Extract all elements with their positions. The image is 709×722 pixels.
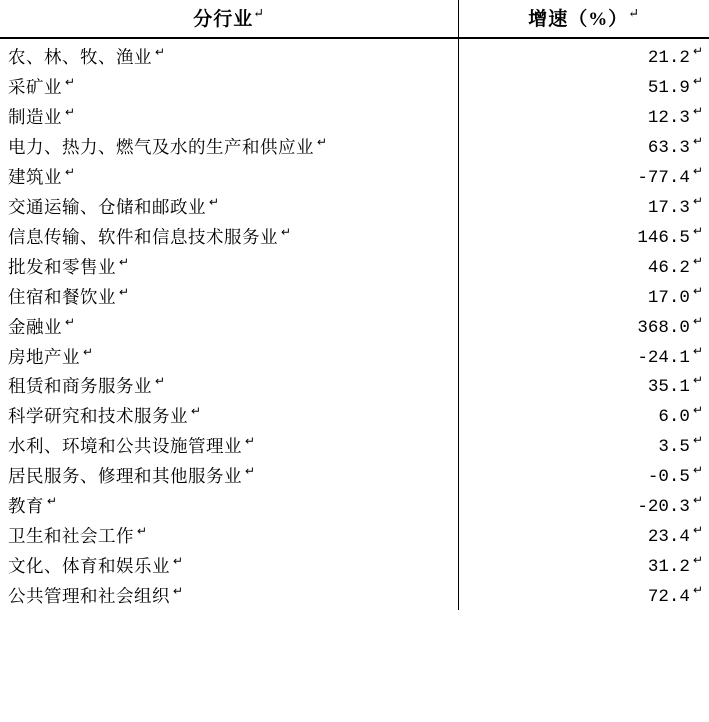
table-row	[0, 251, 709, 281]
paragraph-mark-icon: ↵	[83, 344, 94, 359]
industry-label: 金融业	[8, 317, 62, 338]
cell-industry	[0, 370, 458, 400]
paragraph-mark-icon: ↵	[245, 434, 256, 449]
cell-industry	[0, 550, 458, 580]
paragraph-mark-icon: ↵	[692, 223, 703, 238]
rate-value: -24.1	[637, 347, 690, 368]
paragraph-mark-icon: ↵	[692, 433, 703, 448]
column-header-rate	[458, 0, 709, 38]
table-row	[0, 370, 709, 400]
industry-label: 教育	[8, 497, 44, 518]
table-row	[0, 311, 709, 341]
table-row	[0, 580, 709, 610]
cell-industry	[0, 161, 458, 191]
table-row	[0, 550, 709, 580]
paragraph-mark-icon: ↵	[692, 44, 703, 58]
column-header-industry	[0, 0, 458, 38]
cell-rate	[458, 400, 709, 430]
rate-value: 23.4	[647, 527, 690, 548]
rate-value: 368.0	[637, 317, 690, 338]
paragraph-mark-icon: ↵	[692, 583, 703, 598]
cell-industry	[0, 101, 458, 131]
table-row	[0, 460, 709, 490]
table-header-row	[0, 0, 709, 38]
table-row	[0, 430, 709, 460]
paragraph-mark-icon: ↵	[65, 74, 76, 89]
rate-value: 46.2	[647, 257, 690, 278]
paragraph-mark-icon: ↵	[173, 584, 184, 599]
industry-label: 农、林、牧、渔业	[8, 47, 152, 68]
paragraph-mark-icon: ↵	[692, 103, 703, 118]
cell-industry	[0, 460, 458, 490]
industry-label: 电力、热力、燃气及水的生产和供应业	[8, 137, 314, 158]
industry-label: 租赁和商务服务业	[8, 377, 152, 398]
rate-value: 12.3	[647, 107, 690, 128]
table-row	[0, 101, 709, 131]
cell-industry	[0, 311, 458, 341]
table-row	[0, 490, 709, 520]
cell-industry	[0, 251, 458, 281]
paragraph-mark-icon: ↵	[692, 493, 703, 508]
paragraph-mark-icon: ↵	[253, 5, 265, 21]
cell-rate	[458, 580, 709, 610]
cell-rate	[458, 430, 709, 460]
paragraph-mark-icon: ↵	[692, 403, 703, 418]
industry-label: 居民服务、修理和其他服务业	[8, 467, 242, 488]
table-row	[0, 221, 709, 251]
cell-rate	[458, 161, 709, 191]
paragraph-mark-icon: ↵	[245, 464, 256, 479]
cell-industry	[0, 71, 458, 101]
paragraph-mark-icon: ↵	[692, 313, 703, 328]
rate-value: 3.5	[658, 437, 690, 458]
cell-rate	[458, 281, 709, 311]
cell-industry	[0, 520, 458, 550]
cell-industry	[0, 341, 458, 371]
paragraph-mark-icon: ↵	[65, 164, 76, 179]
paragraph-mark-icon: ↵	[692, 343, 703, 358]
cell-rate	[458, 550, 709, 580]
cell-industry	[0, 38, 458, 71]
paragraph-mark-icon: ↵	[692, 133, 703, 148]
cell-industry	[0, 580, 458, 610]
paragraph-mark-icon: ↵	[692, 553, 703, 568]
rate-value: 31.2	[647, 557, 690, 578]
paragraph-mark-icon: ↵	[209, 194, 220, 209]
paragraph-mark-icon: ↵	[155, 374, 166, 389]
paragraph-mark-icon: ↵	[692, 193, 703, 208]
paragraph-mark-icon: ↵	[692, 73, 703, 88]
rate-value: -77.4	[637, 167, 690, 188]
paragraph-mark-icon: ↵	[173, 554, 184, 569]
table-header	[0, 0, 709, 38]
table-row	[0, 161, 709, 191]
rate-value: 51.9	[647, 77, 690, 98]
table-row	[0, 281, 709, 311]
rate-value: -0.5	[647, 467, 690, 488]
industry-label: 水利、环境和公共设施管理业	[8, 437, 242, 458]
paragraph-mark-icon: ↵	[137, 524, 148, 539]
rate-value: 21.2	[647, 47, 690, 68]
industry-label: 卫生和社会工作	[8, 527, 134, 548]
industry-label: 交通运输、仓储和邮政业	[8, 197, 206, 218]
industry-label: 文化、体育和娱乐业	[8, 557, 170, 578]
table-row	[0, 71, 709, 101]
paragraph-mark-icon: ↵	[628, 5, 640, 21]
paragraph-mark-icon: ↵	[692, 163, 703, 178]
cell-industry	[0, 430, 458, 460]
cell-industry	[0, 191, 458, 221]
industry-label: 科学研究和技术服务业	[8, 407, 188, 428]
table-body	[0, 38, 709, 610]
rate-value: 17.0	[647, 287, 690, 308]
table-row	[0, 400, 709, 430]
table-row	[0, 131, 709, 161]
cell-rate	[458, 38, 709, 71]
paragraph-mark-icon: ↵	[65, 104, 76, 119]
paragraph-mark-icon: ↵	[692, 463, 703, 478]
cell-industry	[0, 400, 458, 430]
cell-rate	[458, 101, 709, 131]
cell-industry	[0, 131, 458, 161]
industry-label: 公共管理和社会组织	[8, 586, 170, 607]
industry-label: 制造业	[8, 107, 62, 128]
paragraph-mark-icon: ↵	[317, 134, 328, 149]
paragraph-mark-icon: ↵	[692, 373, 703, 388]
industry-label: 信息传输、软件和信息技术服务业	[8, 227, 278, 248]
paragraph-mark-icon: ↵	[155, 45, 166, 59]
cell-rate	[458, 221, 709, 251]
paragraph-mark-icon: ↵	[281, 224, 292, 239]
paragraph-mark-icon: ↵	[119, 284, 130, 299]
cell-rate	[458, 490, 709, 520]
cell-industry	[0, 490, 458, 520]
rate-value: 63.3	[647, 137, 690, 158]
cell-rate	[458, 71, 709, 101]
cell-industry	[0, 221, 458, 251]
paragraph-mark-icon: ↵	[692, 283, 703, 298]
paragraph-mark-icon: ↵	[47, 494, 58, 509]
paragraph-mark-icon: ↵	[65, 314, 76, 329]
paragraph-mark-icon: ↵	[119, 254, 130, 269]
table-row	[0, 341, 709, 371]
cell-rate	[458, 341, 709, 371]
industry-label: 建筑业	[8, 167, 62, 188]
table-row	[0, 520, 709, 550]
table-row	[0, 38, 709, 71]
rate-value: 17.3	[647, 197, 690, 218]
paragraph-mark-icon: ↵	[692, 523, 703, 538]
cell-rate	[458, 191, 709, 221]
rate-value: 72.4	[647, 586, 690, 607]
column-header-industry-label: 分行业	[193, 9, 254, 30]
cell-rate	[458, 311, 709, 341]
industry-label: 批发和零售业	[8, 257, 116, 278]
industry-label: 房地产业	[8, 347, 80, 368]
industry-label: 采矿业	[8, 77, 62, 98]
table-row	[0, 191, 709, 221]
paragraph-mark-icon: ↵	[191, 404, 202, 419]
cell-rate	[458, 251, 709, 281]
cell-rate	[458, 460, 709, 490]
cell-rate	[458, 520, 709, 550]
cell-industry	[0, 281, 458, 311]
column-header-rate-label: 增速（%）	[528, 9, 629, 30]
cell-rate	[458, 370, 709, 400]
cell-rate	[458, 131, 709, 161]
rate-value: 35.1	[647, 377, 690, 398]
industry-label: 住宿和餐饮业	[8, 287, 116, 308]
rate-value: -20.3	[637, 497, 690, 518]
rate-value: 6.0	[658, 407, 690, 428]
paragraph-mark-icon: ↵	[692, 253, 703, 268]
rate-value: 146.5	[637, 227, 690, 248]
